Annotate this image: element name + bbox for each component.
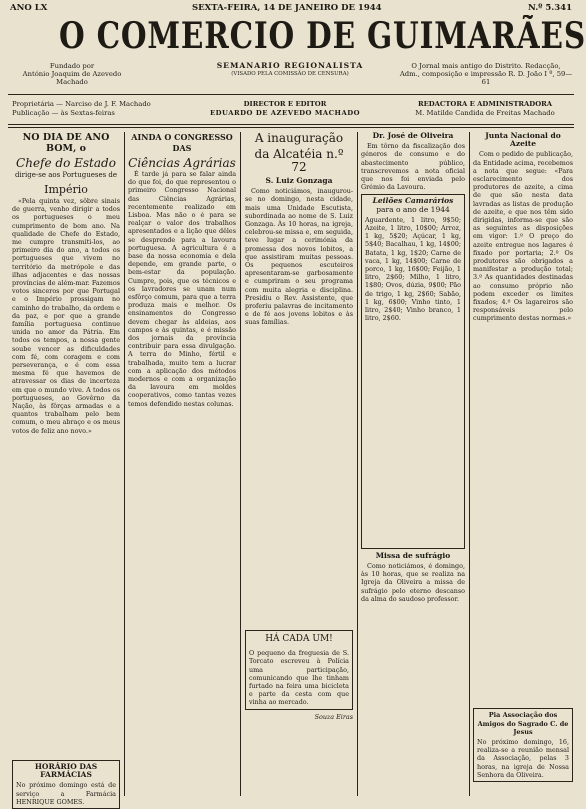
director-block: [190, 100, 380, 117]
headline: Junta Nacional do Azeite: [485, 131, 561, 149]
column-divider: [469, 132, 470, 796]
signature: Souza Eiras: [314, 712, 353, 721]
column-divider: [240, 132, 241, 796]
article-body: Com o pedido de publicação, da Entidade acima, recebemos a nota que segue: «Para esclarecimento dos produtores de azeite, a cima de que são nesta data lavradas as listas de produção de azeite, e que nos têm sido dirigidas, informa-se que são as seguintes as disposições em vigor: 1.º O preço do azeite entregue nos lagares é fixado por portaria; 2.º Os produtores são obrigados a manifestar a produção total; 3.º As quantidades destinadas ao consumo próprio não podem exceder os limites fixados; 4.º Os lagareiros são responsáveis pelo cumprimento destas normas.»: [473, 150, 573, 323]
director-label: DIRECTOR E EDITOR: [243, 100, 327, 108]
director-name: EDUARDO DE AZEVEDO MACHADO: [209, 108, 361, 117]
leiloes-box: [361, 194, 465, 548]
article-body: É tarde já para se falar ainda do que foi, do que representou o primeiro Congresso Nacional das Ciências Agrárias, recentemente realizado em Lisboa. Mas não o é para se realçar o valor dos trabalhos apresentados e a lição que dêles se desprende para a lavoura portuguesa. A agricultura é a base da nossa economia e dela depende, em grande parte, o bem-estar da população. Cumpre, pois, que os técnicos e os lavradores se unam num esfôrço comum, para que a terra produza mais e melhor. Os ensinamentos do Congresso devem chegar às aldeias, aos campos e às quintas, e é missão dos jornais da província contribuir para essa divulgação. A terra do Minho, fértil e trabalhada, muito tem a lucrar com a aplicação dos métodos modernos e com a organização da lavoura em moldes cooperativos, como tantas vezes temos defendido nestas colunas.: [128, 170, 236, 408]
admin-label: REDACTORA E ADMINISTRADORA: [417, 100, 553, 108]
headline-sub: dirige-se aos Portugueses de: [14, 171, 118, 179]
newspaper-title: O COMERCIO DE GUIMARÃES: [58, 15, 586, 57]
type-block: [190, 62, 390, 78]
header-topline: [10, 3, 572, 15]
box-text: No próximo domingo, 16, realiza-se a reunião mensal da Associação, pelas 3 horas, na igreja de Nossa Senhora da Oliveira.: [477, 738, 569, 779]
oldest-block: [398, 62, 574, 86]
box-title: Leilões Camarários: [372, 196, 454, 206]
box-title: HORÁRIO DAS FARMÁCIAS: [34, 762, 98, 780]
oldest-line-2: Adm., composição e impressão R. D. João I º, 59—61: [399, 70, 573, 86]
owner-line: Proprietária — Narciso de J. F. Machado: [12, 100, 151, 108]
article-congresso: [128, 132, 236, 792]
founder-label: Fundado por: [49, 62, 95, 70]
article-alcateia: [245, 132, 353, 792]
notice-title: Missa de sufrágio: [375, 550, 451, 560]
publication-line: Publicação — às Sextas-feiras: [12, 108, 115, 117]
headline: AINDA O CONGRESSO DAS: [131, 132, 233, 153]
paper-type: SEMANARIO REGIONALISTA: [216, 61, 364, 70]
info-rule-2: [8, 127, 574, 128]
ha-cada-um-box: [245, 630, 353, 709]
box-title: HÁ CADA UM!: [265, 634, 333, 645]
byline: S. Luiz Gonzaga: [265, 176, 333, 185]
headline: NO DIA DE ANO BOM, o: [22, 132, 110, 154]
notice-text: Como noticiámos, é domingo, às 10 horas, que se realiza na Igreja da Oliveira a missa de sufrágio pelo eterno descanso da alma do saudoso professor.: [361, 562, 465, 603]
headline-sub-2: Império: [44, 183, 88, 196]
date-label: SEXTA-FEIRA, 14 DE JANEIRO DE 1944: [192, 3, 382, 13]
pia-associacao-box: [473, 708, 573, 782]
article-body: «Pela quinta vez, sôbre sinais de guerra, venho dirigir a todos os portugueses o meu cumprimento de bom ano. Na qualidade de Chefe do Estado, me cumpre transmiti-los, ao primeiro dia do ano, a todos os portugueses que vivem no território da metrópole e das ilhas adjacentes e das nossas províncias de além-mar. Fazemos votos sinceros por que Portugal e o Império prossigam no caminho do trabalho, da ordem e da paz, e por que a grande família portuguesa continue unida no amor da Pátria. Em todos os tempos, a nossa gente soube vencer as dificuldades com fé, com coragem e com perseverança, e é com essa mesma fé que havemos de atravessar os dias de incerteza em que o mundo vive. A todos os portugueses, ao Govêrno da Nação, às fôrças armadas e a quantos trabalham pelo bem comum, o meu abraço e os meus votos de feliz ano novo.»: [12, 197, 120, 435]
intro-text: Em tôrno da fiscalização dos géneros de consumo e do abastecimento público, transcrevemos a nota oficial que nos foi enviada pelo Grémio da Lavoura.: [361, 142, 465, 192]
owner-block: [12, 100, 162, 117]
headline-italic: Chefe do Estado: [16, 156, 116, 170]
info-rule-1: [8, 124, 574, 125]
issue-number: N.º 5.341: [527, 3, 572, 13]
headline: Dr. José de Oliveira: [372, 131, 454, 140]
year-label: ANO LX: [10, 3, 48, 13]
article-body: Como noticiámos, inaugurou-se no domingo, nesta cidade, mais uma Unidade Escutista, subordinada ao nome de S. Luiz Gonzaga. Às 10 horas, na igreja, celebrou-se missa e, em seguida, teve lugar a cerimónia da promessa dos novos lobitos, a que assistiram muitas pessoas. Os pequenos escuteiros apresentaram-se garbosamente e cumpriram o seu programa com muita alegria e disciplina. Presidiu o Rev. Assistente, que proferiu palavras de incitamento e de fé aos jovens lobitos e às suas famílias.: [245, 187, 353, 327]
oldest-line-1: O Jornal mais antigo do Distrito. Redacção,: [411, 62, 561, 70]
headline-2: da Alcatéia n.º 72: [254, 147, 344, 174]
article-jose-oliveira: [361, 132, 465, 792]
box-text: Aguardente, 1 litro, 9$50; Azeite, 1 litro, 10$00; Arroz, 1 kg, 5$20; Açúcar, 1 kg, 5$40; Bacalhau, 1 kg, 14$00; Batata, 1 kg, 1$20; Carne de vaca, 1 kg, 14$00; Carne de porco, 1 kg, 16$00; Feijão, 1 litro, 2$60; Milho, 1 litro, 1$80; Ovos, dúzia, 9$00; Pão de trigo, 1 kg, 2$60; Sabão, 1 kg, 6$00; Vinho tinto, 1 litro, 2$40; Vinho branco, 1 litro, 2$60.: [365, 215, 461, 323]
header-rule: [8, 94, 574, 95]
article-junta-azeite: [473, 132, 573, 792]
censorship-note: (VISADO PELA COMISSÃO DE CENSURA): [231, 71, 349, 77]
founder-name: António Joaquim de Azevedo Machado: [22, 70, 122, 86]
column-divider: [357, 132, 358, 796]
founder-block: [12, 62, 132, 86]
box-text: O pequeno da freguesia de S. Torcato escreveu à Polícia uma participação, comunicando que lhe tinham furtado na feira uma bicicleta e parte da cesta com que vinha ao mercado.: [249, 649, 349, 707]
pharmacy-schedule-box: [12, 760, 120, 809]
article-chefe-estado: [12, 132, 120, 806]
headline: A inauguração: [254, 131, 344, 145]
box-subtitle: para o ano de 1944: [376, 204, 450, 214]
admin-name: M. Matilde Candida de Freitas Machado: [415, 108, 555, 117]
admin-block: [395, 100, 575, 117]
box-text: No próximo domingo está de serviço a Farmácia HENRIQUE GOMES.: [16, 781, 116, 806]
box-title: Pia Associação dos Amigos do Sagrado C. de Jesus: [477, 711, 569, 736]
column-divider: [124, 132, 125, 796]
headline-italic: Ciências Agrárias: [128, 156, 236, 170]
